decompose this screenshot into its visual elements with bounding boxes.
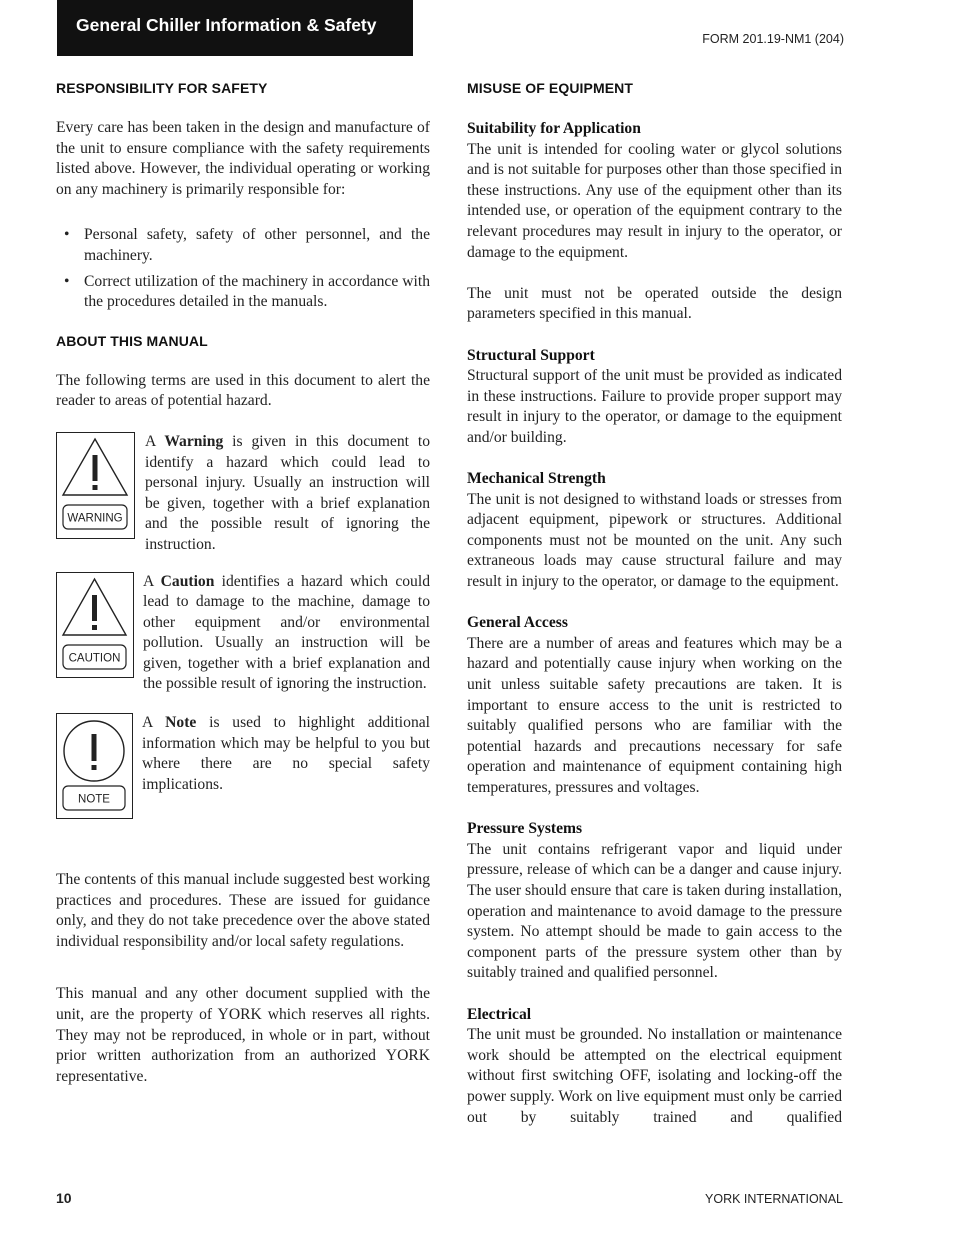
caution-term: Caution [160,572,215,590]
caution-text: A Caution identifies a hazard which could lead to damage to the machine, damage to other equipment and/or environmental pollution. Usually an instruction will be given, together with a brief explanation and the possible result of ignoring the instruction. [143,572,430,693]
section-title: Electrical [467,1005,532,1023]
section-title: Suitability for Application [467,120,641,137]
section-suitability [467,119,842,325]
list-item: • Personal safety, safety of other personnel, and the machinery. [64,226,430,264]
warning-text: A Warning is given in this document to identify a hazard which could lead to personal injury. Usually an instruction will be given, together with a brief explanation and the possible result of ignoring the instruction. [145,432,430,553]
section-title: Mechanical Strength [467,470,606,488]
section-general-access [467,613,842,798]
responsibility-list [56,225,430,312]
responsibility-paragraph: Every care has been taken in the design and manufacture of the unit to ensure compliance with the safety requirements listed above. However, the individual operating or working on any machinery is primarily responsible for: [56,119,430,198]
form-number: FORM 201.19-NM1 (204) [702,32,844,46]
note-term: Note [165,714,197,732]
warning-notice [56,432,430,556]
section-paragraph: The unit must be grounded. No installation or maintenance work should be attempted on the electrical equipment without first switching OFF, isolating and locking-off the power supply. Work on live equipment must only be carried out by suitably trained and qualified [467,1026,842,1126]
warning-icon [56,432,135,539]
heading-misuse: MISUSE OF EQUIPMENT [467,80,634,96]
section-tab [57,0,413,56]
section-electrical [467,1005,842,1129]
section-pressure-systems [467,819,842,984]
right-column [467,78,842,1128]
caution-icon [56,572,134,678]
section-title: Structural Support [467,346,595,364]
caution-icon-label: CAUTION [68,652,121,664]
section-title: General Access [467,614,568,632]
heading-about-manual: ABOUT THIS MANUAL [56,332,208,349]
section-paragraph: The unit contains refrigerant vapor and liquid under pressure, release of which can be a danger and cause injury. The user should ensure that care is taken during installation, operation and maintenance to avoid damage to the pressure system. No attempt should be made to gain access to the component parts of the pressure system other than by suitably trained and qualified personnel. [467,840,843,982]
section-title: Pressure Systems [467,820,583,838]
warning-icon-label: WARNING [67,512,123,525]
contents-paragraph: The contents of this manual include suggested best working practices and procedures. These are issued for guidance only, and they do not take precedence over the above stated individual responsibility and/or local safety regulations. [56,871,430,950]
note-icon [56,713,133,819]
warning-term: Warning [164,432,224,450]
section-paragraph: The unit is not designed to withstand loads or stresses from adjacent equipment, pipework or structures. Additional components must not be mounted on the unit. Any such extraneous loads may cause structural failure and may result in injury to the operator, or damage to the equipment. [467,490,842,591]
list-item: • Correct utilization of the machinery in accordance with the procedures detailed in the manuals. [64,272,430,311]
section-paragraph: The unit is intended for cooling water or glycol solutions and is not suitable for purposes other than those specified in these instructions. Any use of the equipment other than its intended use, or operation of the equipment contrary to the relevant procedures may result in injury to the operator, or damage to the equipment. [467,140,842,261]
section-tab-title: General Chiller Information & Safety [76,15,377,35]
section-paragraph: There are a number of areas and features which may be a hazard and potentially cause injury when working on the unit unless suitable safety precautions are taken. It is important to ensure access to the unit is restricted to suitably qualified persons who are familiar with the potential hazards and precautions necessary for safe operation and maintenance of equipment containing high temperatures, pressures and voltages. [467,634,842,796]
page-number: 10 [56,1190,72,1206]
section-mechanical-strength [467,469,842,593]
caution-notice [56,572,430,696]
note-notice [56,713,430,819]
note-icon-label: NOTE [78,793,110,806]
note-text: A Note is used to highlight additional information which may be helpful to you but where there are no special safety implications. [142,714,430,793]
left-column [56,78,430,1087]
section-paragraph: Structural support of the unit must be provided as indicated in these instructions. Failure to provide proper support may result in injury to the operator, or damage to the equipment and/or building. [467,367,842,446]
section-paragraph: The unit must not be operated outside the design parameters specified in this manual. [467,284,842,323]
heading-responsibility: RESPONSIBILITY FOR SAFETY [56,80,268,96]
about-paragraph: The following terms are used in this document to alert the reader to areas of potential hazard. [56,371,430,410]
footer-brand: YORK INTERNATIONAL [705,1192,843,1206]
section-structural-support [467,346,842,449]
property-paragraph: This manual and any other document supplied with the unit, are the property of YORK which reserves all rights. They may not be reproduced, in whole or in part, without prior written authorization from an authorized YORK representative. [56,985,430,1085]
